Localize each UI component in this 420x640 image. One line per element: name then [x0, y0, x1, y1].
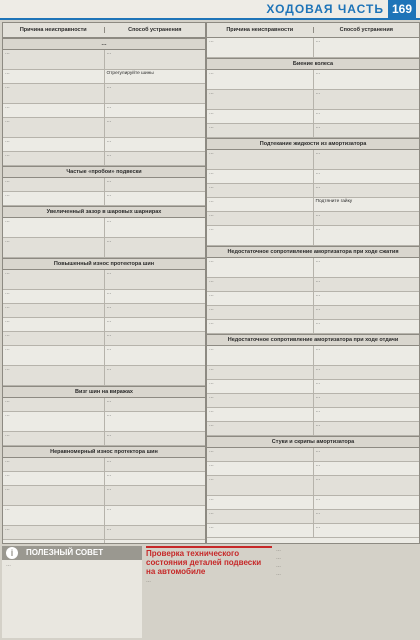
fix-cell: …	[315, 91, 321, 96]
table-row	[3, 458, 205, 472]
fix-cell: …	[315, 307, 321, 312]
cause-cell: …	[207, 462, 314, 475]
table-row	[3, 366, 205, 386]
table-row	[3, 526, 205, 540]
fix-cell: …	[315, 227, 321, 232]
cause-cell: …	[3, 458, 105, 471]
fix-cell: …	[315, 259, 321, 264]
table-row	[3, 178, 205, 192]
fix-cell: …	[106, 319, 112, 324]
table-row	[207, 170, 419, 184]
fix-cell: …	[106, 239, 112, 244]
cause-cell: …	[207, 510, 314, 523]
note-paragraph: …	[276, 555, 281, 561]
cause-cell: …	[207, 90, 314, 109]
fix-cell: …	[106, 433, 112, 438]
fix-cell: …	[106, 139, 112, 144]
cause-cell: …	[3, 304, 105, 317]
fix-cell: …	[315, 511, 321, 516]
cause-cell: …	[207, 380, 314, 393]
section-band: Увеличенный зазор в шаровых шарнирах	[3, 206, 205, 218]
cause-cell: …	[207, 394, 314, 407]
tip-heading	[2, 546, 142, 560]
fix-cell: …	[315, 449, 321, 454]
cause-cell: …	[207, 306, 314, 319]
table-row	[207, 124, 419, 138]
cause-cell: …	[207, 422, 314, 435]
table-row	[207, 150, 419, 170]
fix-cell: …	[315, 213, 321, 218]
table-row	[207, 346, 419, 366]
fix-cell: …	[106, 459, 112, 464]
table-row	[207, 110, 419, 124]
section-band: Недостаточное сопротивление амортизатора при ходе отдачи	[207, 334, 419, 346]
fix-cell: …	[106, 193, 112, 198]
fix-cell: …	[106, 413, 112, 418]
table-row	[207, 292, 419, 306]
fix-cell: …	[106, 291, 112, 296]
fix-cell: …	[106, 541, 112, 544]
table-row	[3, 412, 205, 432]
section-band: Стуки и скрипы амортизатора	[207, 436, 419, 448]
check-section-text: …	[146, 578, 151, 584]
note-paragraph: …	[276, 563, 281, 569]
section-band: Подтекание жидкости из амортизатора	[207, 138, 419, 150]
cause-cell: …	[3, 152, 105, 165]
table-row	[207, 394, 419, 408]
table-row	[3, 332, 205, 346]
table-row	[3, 118, 205, 138]
fix-cell: …	[315, 185, 321, 190]
cause-cell: …	[3, 412, 105, 431]
fix-cell: …	[315, 347, 321, 352]
notes-column	[276, 546, 418, 638]
fix-cell: …	[106, 153, 112, 158]
table-row	[207, 524, 419, 538]
column-header-cause: Причина неисправности	[3, 27, 105, 33]
cause-cell: …	[3, 218, 105, 237]
table-row	[3, 104, 205, 118]
cause-cell: …	[3, 118, 105, 137]
tip-text: …	[6, 562, 11, 568]
cause-cell: …	[207, 320, 314, 333]
table-row	[207, 198, 419, 212]
cause-cell: …	[3, 332, 105, 345]
table-body	[207, 38, 419, 538]
cause-cell: …	[3, 290, 105, 303]
table-row	[207, 278, 419, 292]
table-row	[3, 486, 205, 506]
page-header	[0, 0, 420, 20]
cause-cell: …	[207, 448, 314, 461]
table-row	[3, 290, 205, 304]
column-header-fix: Способ устранения	[339, 27, 393, 33]
fix-cell: …	[315, 381, 321, 386]
cause-cell: …	[207, 124, 314, 137]
fix-cell: …	[315, 111, 321, 116]
table-row	[207, 422, 419, 436]
cause-cell: …	[207, 278, 314, 291]
section-band: Биение колеса	[207, 58, 419, 70]
table-row	[207, 226, 419, 246]
note-paragraph: …	[276, 571, 281, 577]
cause-cell: …	[3, 526, 105, 539]
fix-cell: …	[106, 333, 112, 338]
cause-cell: …	[3, 472, 105, 485]
fix-cell: …	[106, 527, 112, 532]
note-paragraph: …	[276, 547, 281, 553]
cause-cell: …	[3, 486, 105, 505]
cause-cell: …	[207, 524, 314, 537]
table-row	[3, 50, 205, 70]
table-row	[207, 38, 419, 58]
cause-cell: …	[207, 366, 314, 379]
section-band: …	[3, 38, 205, 50]
fix-cell: …	[315, 477, 321, 482]
cause-cell: …	[3, 366, 105, 385]
fix-cell: …	[106, 367, 112, 372]
page-number: 169	[388, 0, 416, 18]
table-row	[3, 398, 205, 412]
cause-cell: …	[3, 50, 105, 69]
cause-cell: …	[207, 408, 314, 421]
fix-cell: …	[106, 271, 112, 276]
section-band: Визг шин на виражах	[3, 386, 205, 398]
fix-cell: …	[315, 171, 321, 176]
table-header	[207, 23, 419, 38]
fix-cell: …	[106, 119, 112, 124]
cause-cell: …	[207, 184, 314, 197]
fix-cell: …	[315, 525, 321, 530]
table-row	[3, 218, 205, 238]
fix-cell: …	[315, 151, 321, 156]
troubleshooting-table-left	[2, 22, 206, 544]
table-row	[207, 212, 419, 226]
fix-cell: …	[106, 487, 112, 492]
cause-cell: …	[207, 170, 314, 183]
fix-cell: …	[315, 409, 321, 414]
table-row	[207, 258, 419, 278]
cause-cell: …	[3, 432, 105, 445]
troubleshooting-table-right	[206, 22, 420, 544]
table-row	[207, 496, 419, 510]
table-row	[207, 70, 419, 90]
fix-cell: …	[106, 85, 112, 90]
table-row	[3, 238, 205, 258]
cause-cell: …	[3, 318, 105, 331]
table-body	[3, 38, 205, 544]
fix-cell: …	[106, 105, 112, 110]
cause-cell: …	[207, 258, 314, 277]
fix-cell: Отрегулируйте шины	[106, 71, 154, 76]
column-header-cause: Причина неисправности	[207, 27, 314, 33]
fix-cell: …	[315, 125, 321, 130]
fix-cell: …	[315, 321, 321, 326]
fix-cell: …	[315, 395, 321, 400]
fix-cell: …	[106, 51, 112, 56]
table-row	[3, 84, 205, 104]
cause-cell: …	[3, 346, 105, 365]
fix-cell: …	[106, 305, 112, 310]
section-band: Неравномерный износ протектора шин	[3, 446, 205, 458]
table-row	[207, 476, 419, 496]
table-row	[207, 320, 419, 334]
fix-cell: …	[106, 399, 112, 404]
table-row	[3, 70, 205, 84]
cause-cell: …	[207, 70, 314, 89]
cause-cell: …	[3, 398, 105, 411]
table-row	[207, 90, 419, 110]
tip-heading-text: ПОЛЕЗНЫЙ СОВЕТ	[26, 548, 104, 557]
table-row	[3, 138, 205, 152]
fix-cell: …	[106, 473, 112, 478]
cause-cell: …	[3, 104, 105, 117]
table-row	[207, 184, 419, 198]
cause-cell: …	[3, 270, 105, 289]
cause-cell: …	[3, 540, 105, 544]
cause-cell: …	[3, 70, 105, 83]
table-row	[3, 270, 205, 290]
cause-cell: …	[207, 346, 314, 365]
cause-cell: …	[3, 178, 105, 191]
table-row	[3, 192, 205, 206]
info-icon: i	[6, 547, 18, 559]
table-row	[3, 506, 205, 526]
cause-cell: …	[3, 238, 105, 257]
fix-cell: …	[106, 219, 112, 224]
table-row	[207, 510, 419, 524]
table-row	[207, 366, 419, 380]
cause-cell: …	[207, 150, 314, 169]
section-band: Частые «пробои» подвески	[3, 166, 205, 178]
fix-cell: Подтяните гайку	[315, 199, 353, 204]
cause-cell: …	[207, 212, 314, 225]
fix-cell: …	[315, 39, 321, 44]
check-section	[146, 546, 272, 638]
cause-cell: …	[3, 84, 105, 103]
table-row	[207, 448, 419, 462]
table-row	[3, 432, 205, 446]
section-title: ХОДОВАЯ ЧАСТЬ	[266, 2, 384, 16]
fix-cell: …	[315, 423, 321, 428]
cause-cell: …	[207, 496, 314, 509]
cause-cell: …	[3, 138, 105, 151]
table-row	[3, 152, 205, 166]
cause-cell: …	[3, 506, 105, 525]
table-row	[3, 472, 205, 486]
column-header-fix: Способ устранения	[128, 27, 182, 33]
table-row	[207, 408, 419, 422]
table-header	[3, 23, 205, 38]
table-row	[3, 540, 205, 544]
cause-cell: …	[207, 198, 314, 211]
cause-cell: …	[207, 476, 314, 495]
section-band: Повышенный износ протектора шин	[3, 258, 205, 270]
fix-cell: …	[106, 347, 112, 352]
fix-cell: …	[315, 497, 321, 502]
fix-cell: …	[315, 279, 321, 284]
section-band: Недостаточное сопротивление амортизатора при ходе сжатия	[207, 246, 419, 258]
fix-cell: …	[315, 367, 321, 372]
cause-cell: …	[3, 192, 105, 205]
table-row	[3, 318, 205, 332]
table-row	[3, 304, 205, 318]
table-row	[207, 462, 419, 476]
fix-cell: …	[106, 179, 112, 184]
fix-cell: …	[315, 71, 321, 76]
fix-cell: …	[315, 293, 321, 298]
table-row	[207, 380, 419, 394]
cause-cell: …	[207, 110, 314, 123]
table-row	[3, 346, 205, 366]
fix-cell: …	[315, 463, 321, 468]
useful-tip-box	[2, 546, 142, 638]
cause-cell: …	[207, 226, 314, 245]
check-section-title: Проверка технического состояния деталей подвески на автомобиле	[146, 546, 272, 576]
fix-cell: …	[106, 507, 112, 512]
table-row	[207, 306, 419, 320]
cause-cell: …	[207, 38, 314, 57]
cause-cell: …	[207, 292, 314, 305]
